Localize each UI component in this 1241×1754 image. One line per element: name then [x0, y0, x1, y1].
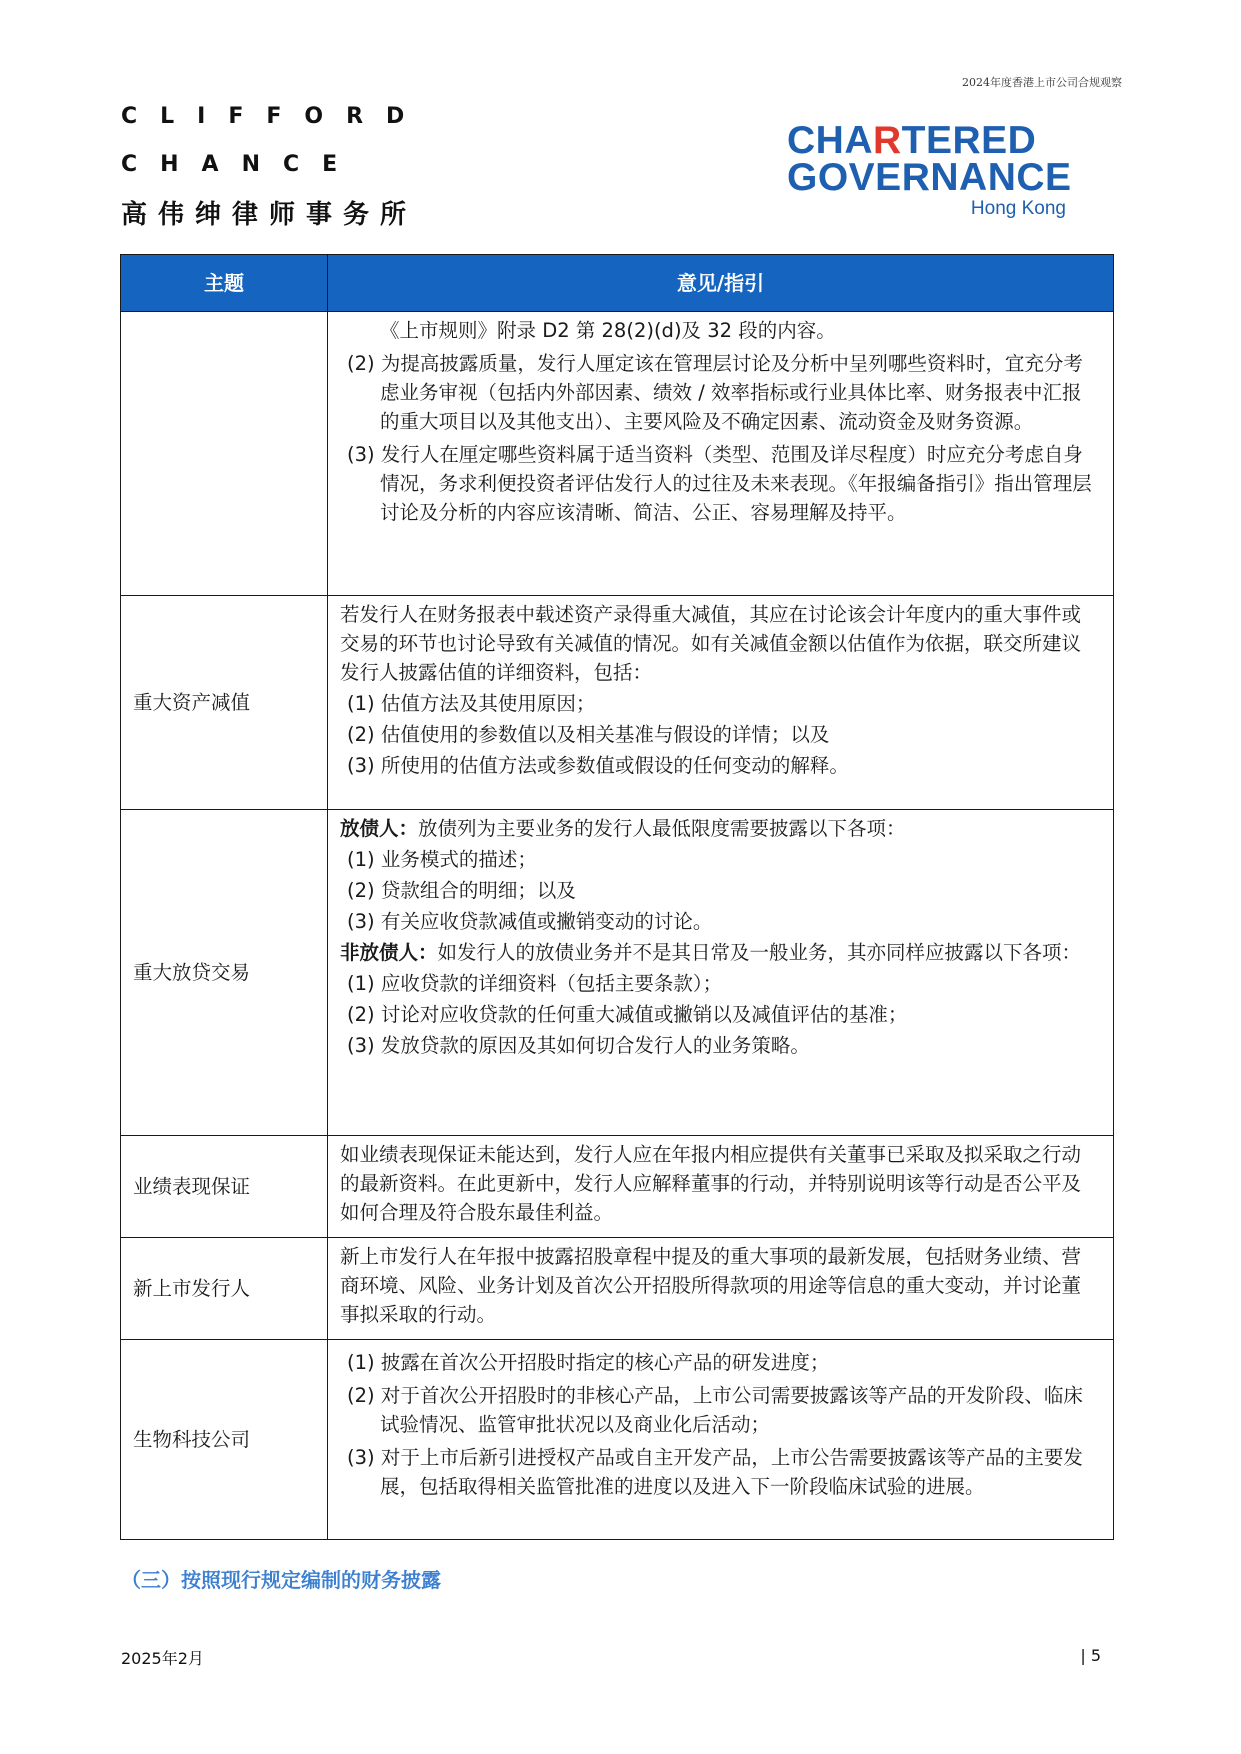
list-item: (1) 业务模式的描述； [347, 848, 537, 871]
list-item: (3) 所使用的估值方法或参数值或假设的任何变动的解释。 [347, 754, 849, 777]
list-item: (3) 有关应收贷款减值或撇销变动的讨论。 [347, 910, 713, 933]
list-item: (2) 贷款组合的明细；以及 [347, 879, 576, 902]
column-header-topic: 主题 [121, 255, 328, 312]
table-row [121, 1238, 1114, 1340]
topic-cell [121, 312, 328, 596]
table-row [121, 596, 1114, 810]
document-header-note: 2024年度香港上市公司合规观察 [962, 76, 1122, 89]
footer-date: 2025年2月 [121, 1649, 204, 1668]
topic-cell: 重大放贷交易 [121, 810, 328, 1136]
chartered-governance-logo [787, 119, 1077, 220]
opinion-cell: 新上市发行人在年报中披露招股章程中提及的重大事项的最新发展，包括财务业绩、营商环境、风险、业务计划及首次公开招股所得款项的用途等信息的重大变动，并讨论董事拟采取的行动。 [328, 1238, 1114, 1340]
list-item: (2) 为提高披露质量，发行人厘定该在管理层讨论及分析中呈列哪些资料时，宜充分考虑业务审视（包括内外部因素、绩效 / 效率指标或行业具体比率、财务报表中汇报的重大项目以及其他支出）、主要风险及不确定因素、流动资金及财务资源。 [347, 352, 1083, 433]
table-header-row [121, 255, 1114, 312]
list-item: (1) 应收贷款的详细资料（包括主要条款）； [347, 972, 723, 995]
opinion-cell [328, 1340, 1114, 1540]
topic-cell: 生物科技公司 [121, 1340, 328, 1540]
clifford-chance-logo [121, 93, 427, 231]
opinion-cell [328, 596, 1114, 810]
list-item: (2) 讨论对应收贷款的任何重大减值或撇销以及减值评估的基准； [347, 1003, 908, 1026]
table-row [121, 810, 1114, 1136]
non-lender-intro: 非放债人：如发行人的放债业务并不是其日常及一般业务，其亦同样应披露以下各项： [340, 941, 1082, 964]
page-number: | 5 [1080, 1646, 1101, 1665]
cg-logo-line-3: Hong Kong [970, 198, 1066, 219]
list-item: (3) 发行人在厘定哪些资料属于适当资料（类型、范围及详尽程度）时应充分考虑自身情况，务求利便投资者评估发行人的过往及未来表现。《年报编备指引》指出管理层讨论及分析的内容应该清晰、简洁、公正、容易理解及持平。 [347, 443, 1092, 524]
list-item: (1) 估值方法及其使用原因； [347, 692, 596, 715]
opinion-cell [328, 312, 1114, 596]
list-item: (2) 对于首次公开招股时的非核心产品，上市公司需要披露该等产品的开发阶段、临床试验情况、监管审批状况以及商业化后活动； [347, 1384, 1083, 1436]
table-row [121, 1136, 1114, 1238]
section-heading: （三）按照现行规定编制的财务披露 [121, 1568, 441, 1592]
list-item: (3) 发放贷款的原因及其如何切合发行人的业务策略。 [347, 1034, 810, 1057]
logo-line-1: CLIFFORD [121, 104, 428, 129]
logo-line-3: 高伟绅律师事务所 [121, 200, 418, 230]
continued-text: 《上市规则》附录 D2 第 28(2)(d)及 32 段的内容。 [380, 319, 836, 342]
topic-cell: 新上市发行人 [121, 1238, 328, 1340]
list-item: (1) 披露在首次公开招股时指定的核心产品的研发进度； [347, 1351, 830, 1374]
opinion-cell: 如业绩表现保证未能达到，发行人应在年报内相应提供有关董事已采取及拟采取之行动的最新资料。在此更新中，发行人应解释董事的行动，并特别说明该等行动是否公平及如何合理及符合股东最佳利益。 [328, 1136, 1114, 1238]
topic-cell: 重大资产减值 [121, 596, 328, 810]
topic-cell: 业绩表现保证 [121, 1136, 328, 1238]
logo-line-2: CHANCE [121, 152, 361, 177]
table-row [121, 1340, 1114, 1540]
table-row [121, 312, 1114, 596]
cg-logo-line-1: CHARTERED [787, 119, 1037, 162]
intro-text: 若发行人在财务报表中载述资产录得重大减值，其应在讨论该会计年度内的重大事件或交易的环节也讨论导致有关减值的情况。如有关减值金额以估值作为依据，联交所建议发行人披露估值的详细资料，包括： [340, 603, 1082, 684]
opinion-cell [328, 810, 1114, 1136]
list-item: (3) 对于上市后新引进授权产品或自主开发产品，上市公告需要披露该等产品的主要发展，包括取得相关监管批准的进度以及进入下一阶段临床试验的进展。 [347, 1446, 1083, 1498]
cg-logo-line-2: GOVERNANCE [787, 156, 1072, 199]
lender-intro: 放债人：放债列为主要业务的发行人最低限度需要披露以下各项： [340, 817, 906, 840]
column-header-opinion: 意见/指引 [328, 255, 1114, 312]
list-item: (2) 估值使用的参数值以及相关基准与假设的详情；以及 [347, 723, 830, 746]
disclosure-guidance-table [120, 254, 1114, 1540]
